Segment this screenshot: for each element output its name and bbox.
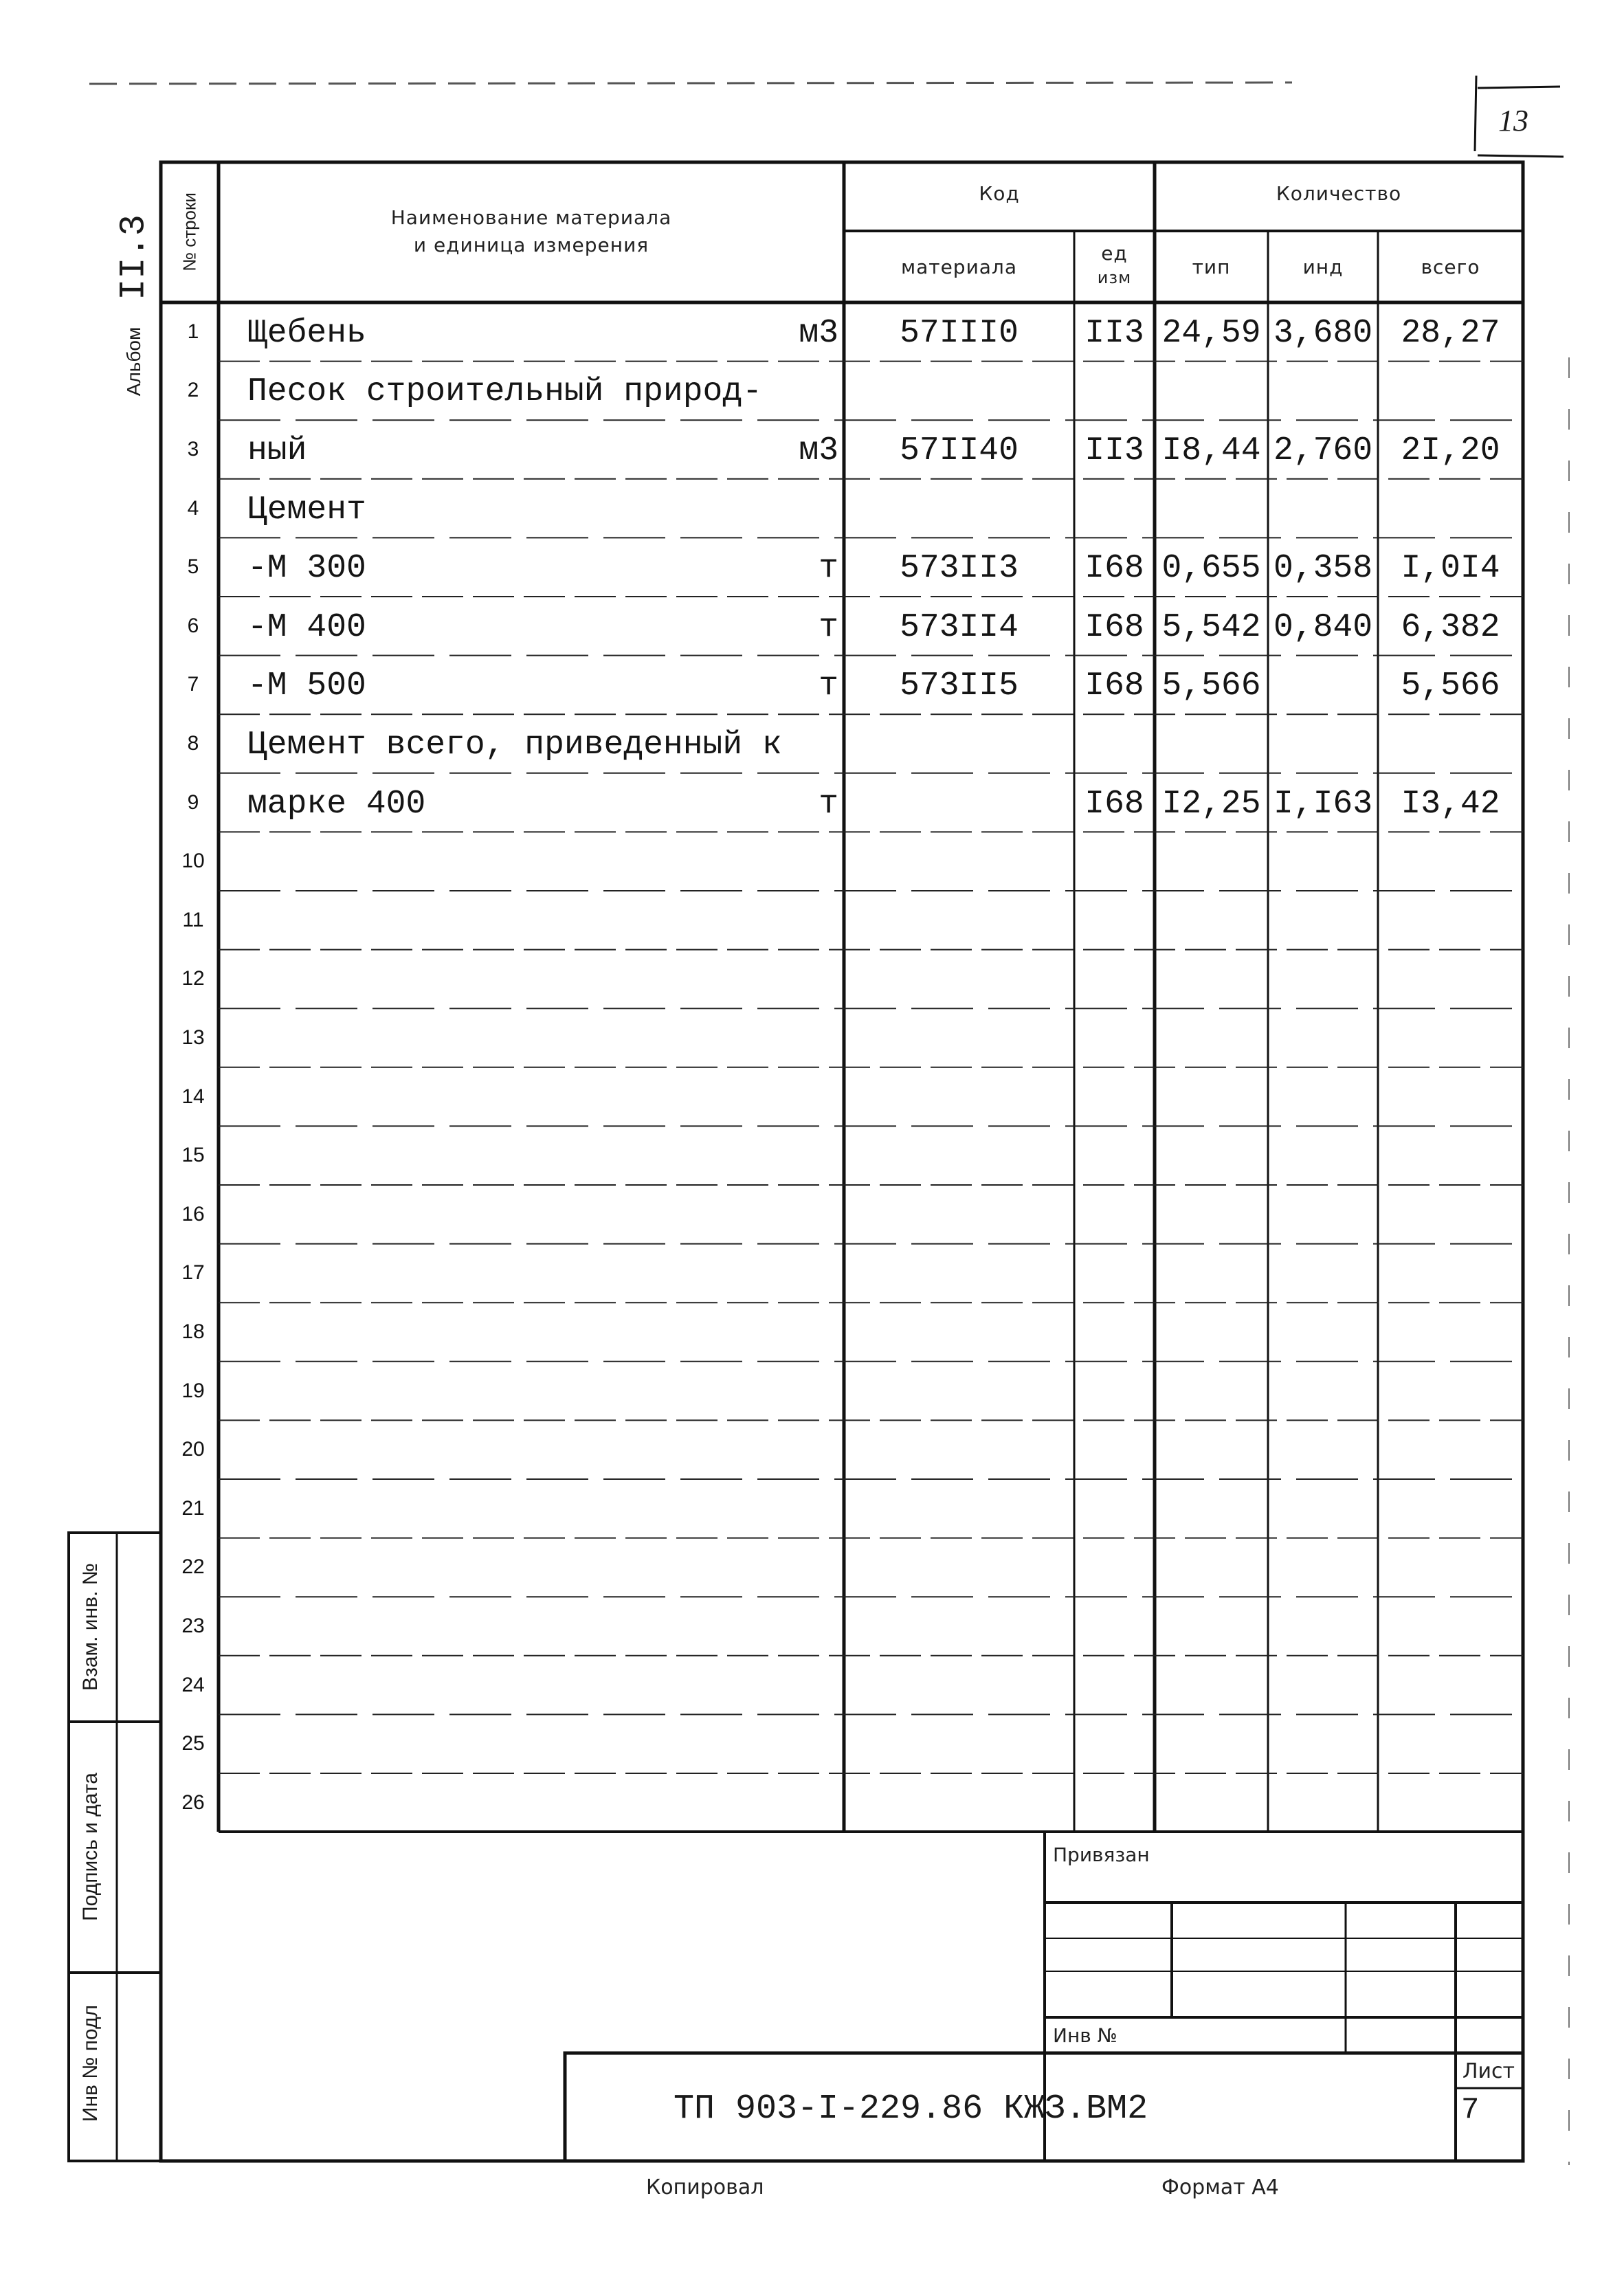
cell-name: -М 500 [247, 667, 366, 705]
page-number: 13 [1498, 104, 1528, 137]
cell-code: 573II4 [900, 608, 1019, 646]
header-name-line1: Наименование материала [390, 206, 672, 229]
header-typ: тип [1192, 256, 1231, 278]
row-number: 1 [187, 320, 199, 343]
header-quantity: Количество [1276, 182, 1402, 205]
cell-code: 57II40 [900, 432, 1019, 469]
header-unit-line1: ед [1101, 242, 1128, 265]
row-number: 20 [181, 1438, 205, 1461]
album-number: II.3 [113, 214, 155, 300]
footer-format: Формат А4 [1161, 2175, 1279, 2199]
row-number: 18 [181, 1320, 205, 1343]
cell-code: 573II3 [900, 550, 1019, 588]
margin-podpis: Подпись и дата [79, 1773, 102, 1921]
row-number: 25 [181, 1732, 205, 1755]
header-ind: инд [1302, 256, 1344, 278]
cell-typ: 5,542 [1161, 608, 1261, 646]
cell-total: 2I,20 [1401, 432, 1500, 469]
cell-name: Щебень [247, 314, 366, 352]
row-number: 2 [187, 379, 199, 402]
cell-unit: м3 [799, 432, 838, 469]
cell-name: Цемент [247, 491, 366, 529]
header-unit-line2: изм [1097, 268, 1132, 287]
stamp-sheet-number: 7 [1461, 2093, 1480, 2127]
row-number: 24 [181, 1673, 205, 1696]
cell-code: 573II5 [900, 667, 1019, 705]
stamp-designation: ТП 903-I-229.86 КЖЗ.ВМ2 [674, 2089, 1148, 2129]
cell-total: 28,27 [1401, 314, 1500, 352]
cell-uom: I68 [1084, 785, 1144, 823]
cell-unit: т [819, 667, 838, 705]
cell-typ: 24,59 [1161, 314, 1261, 352]
row-number: 19 [181, 1379, 205, 1402]
header-row-no: № строки [179, 192, 200, 271]
stamp-sheet-label: Лист [1462, 2059, 1515, 2083]
cell-uom: II3 [1084, 432, 1144, 469]
cell-total: 5,566 [1401, 667, 1500, 705]
row-number: 12 [181, 967, 205, 990]
cell-name: Песок строительный природ- [247, 373, 762, 411]
cell-typ: I8,44 [1161, 432, 1261, 469]
row-number: 16 [181, 1202, 205, 1226]
row-number: 10 [181, 850, 205, 873]
row-number: 9 [187, 790, 199, 814]
cell-ind: 0,358 [1273, 550, 1373, 588]
header-name-line2: и единица измерения [413, 234, 649, 256]
row-number: 6 [187, 614, 199, 637]
cell-total: 6,382 [1401, 608, 1500, 646]
cell-uom: II3 [1084, 314, 1144, 352]
row-number: 23 [181, 1615, 205, 1637]
cell-name: марке 400 [247, 785, 426, 823]
cell-typ: 0,655 [1161, 550, 1261, 588]
cell-ind: 2,760 [1273, 432, 1373, 469]
header-material: материала [900, 256, 1017, 278]
cell-uom: I68 [1084, 608, 1144, 646]
margin-vzam: Взам. инв. № [79, 1563, 102, 1691]
row-number: 22 [181, 1555, 205, 1579]
header-total: всего [1421, 256, 1480, 278]
row-number: 7 [187, 673, 199, 696]
margin-inv-podl: Инв № подл [79, 2004, 102, 2122]
row-number: 21 [181, 1496, 205, 1520]
cell-unit: т [819, 608, 838, 646]
header-code: Код [979, 182, 1020, 205]
row-number: 4 [187, 496, 199, 520]
cell-unit: т [819, 785, 838, 823]
cell-name: ный [247, 432, 307, 469]
footer-copied: Копировал [646, 2175, 764, 2199]
cell-total: I,0I4 [1401, 550, 1500, 588]
stamp-inv-no: Инв № [1053, 2024, 1117, 2047]
cell-total: I3,42 [1401, 785, 1500, 823]
cell-typ: I2,25 [1161, 785, 1261, 823]
row-number: 3 [187, 438, 199, 461]
row-number: 17 [181, 1261, 205, 1285]
cell-uom: I68 [1084, 667, 1144, 705]
cell-unit: м3 [799, 314, 838, 352]
stamp-privyazan: Привязан [1053, 1843, 1150, 1866]
row-number: 8 [187, 732, 199, 755]
row-number: 26 [181, 1790, 205, 1814]
cell-uom: I68 [1084, 550, 1144, 588]
row-number: 14 [181, 1085, 205, 1108]
cell-name: Цемент всего, приведенный к [247, 727, 782, 764]
row-number: 15 [181, 1144, 205, 1167]
row-number: 11 [182, 908, 204, 931]
cell-name: -М 400 [247, 608, 366, 646]
row-number: 5 [187, 555, 199, 579]
cell-ind: 0,840 [1273, 608, 1373, 646]
cell-ind: 3,680 [1273, 314, 1373, 352]
cell-unit: т [819, 550, 838, 588]
cell-code: 57III0 [900, 314, 1019, 352]
row-number: 13 [181, 1026, 205, 1049]
cell-typ: 5,566 [1161, 667, 1261, 705]
cell-name: -М 300 [247, 550, 366, 588]
cell-ind: I,I63 [1273, 785, 1373, 823]
album-label: Альбом [123, 326, 144, 397]
